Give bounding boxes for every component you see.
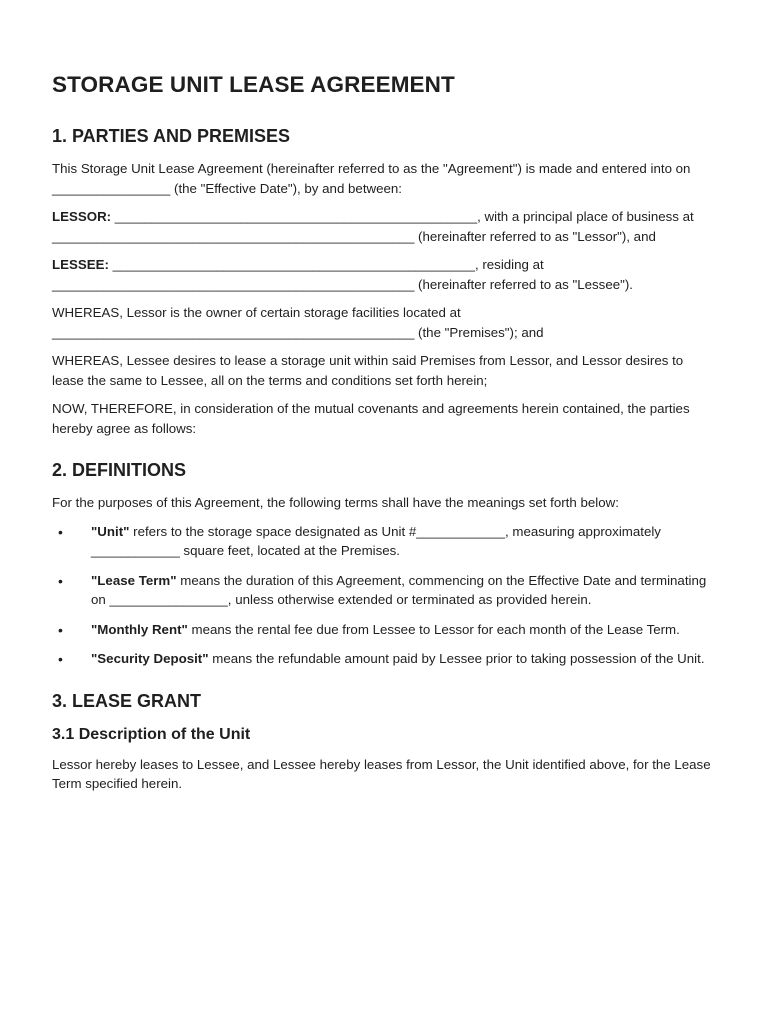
definitions-list <box>52 522 718 669</box>
definition-term: "Security Deposit" <box>91 651 209 666</box>
list-item <box>52 620 718 640</box>
section-parties-and-premises <box>52 124 718 438</box>
list-item <box>52 522 718 561</box>
list-item <box>52 649 718 669</box>
definition-text: means the rental fee due from Lessee to Lessor for each month of the Lease Term. <box>187 621 680 637</box>
definition-text: means the duration of this Agreement, commencing on the Effective Date and terminating on ________________, unless otherwise extended or terminated as provided herein. <box>91 572 707 607</box>
lessee-paragraph <box>52 255 718 294</box>
whereas-paragraph-1: WHEREAS, Lessor is the owner of certain storage facilities located at _________________________________________________ (the "Premises"); and <box>52 305 544 340</box>
subsection-heading: 3.1 Description of the Unit <box>52 725 251 743</box>
lessor-text: _________________________________________________, with a principal place of business at _________________________________________________ (hereinafter referred to as "Lessor"), and <box>52 209 694 244</box>
section-definitions <box>52 458 718 669</box>
definition-text: refers to the storage space designated as Unit #____________, measuring approximately ____________ square feet, located at the Premises. <box>91 523 661 558</box>
section-heading: 1. PARTIES AND PREMISES <box>52 126 291 146</box>
lease-grant-paragraph: Lessor hereby leases to Lessee, and Lessee hereby leases from Lessor, the Unit identified above, for the Lease Term specified herein. <box>52 756 711 791</box>
bullet-icon: • <box>58 572 63 589</box>
section-heading: 2. DEFINITIONS <box>52 460 187 480</box>
lessor-paragraph <box>52 207 718 246</box>
section-lease-grant <box>52 689 718 794</box>
bullet-icon: • <box>58 651 63 667</box>
list-item <box>52 571 718 610</box>
document-title: STORAGE UNIT LEASE AGREEMENT <box>52 72 455 97</box>
lessee-label: LESSEE: <box>52 257 109 272</box>
bullet-icon: • <box>58 621 63 638</box>
section-heading: 3. LEASE GRANT <box>52 690 202 711</box>
bullet-icon: • <box>58 523 63 540</box>
lessee-text: _________________________________________________, residing at _________________________________________________ (hereinafter referred to as "Lessee"). <box>52 257 633 292</box>
definition-term: "Lease Term" <box>91 572 177 588</box>
definition-term: "Monthly Rent" <box>91 621 188 637</box>
definition-term: "Unit" <box>91 523 130 539</box>
definitions-intro-paragraph: For the purposes of this Agreement, the following terms shall have the meanings set forth below: <box>52 495 619 510</box>
lessor-label: LESSOR: <box>52 209 112 224</box>
agreement-intro-paragraph: This Storage Unit Lease Agreement (hereinafter referred to as the "Agreement") is made and entered into on ________________ (the "Effective Date"), by and between: <box>52 161 691 196</box>
whereas-paragraph-2: WHEREAS, Lessee desires to lease a storage unit within said Premises from Lessor, and Lessor desires to lease the same to Lessee, all on the terms and conditions set forth herein; <box>52 353 684 388</box>
now-therefore-paragraph: NOW, THEREFORE, in consideration of the mutual covenants and agreements herein contained, the parties hereby agree as follows: <box>52 401 690 436</box>
definition-text: means the refundable amount paid by Lessee prior to taking possession of the Unit. <box>208 651 705 666</box>
